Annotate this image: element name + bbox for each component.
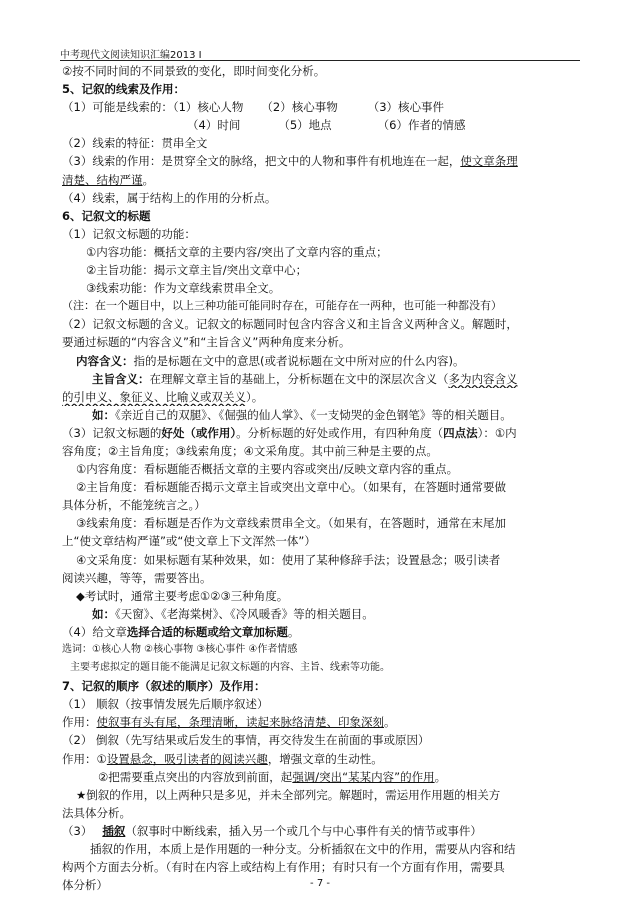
text-line: （1）记叙文标题的功能： — [62, 226, 196, 241]
text-line: 构两个方面去分析。（有时在内容上或结构上有作用；有时只有一个方面有作用，需要具 — [62, 860, 505, 875]
text-line: ★倒叙的作用，以上两种只是多见，并未全部列完。解题时，需运用作用题的相关方 — [76, 787, 501, 802]
header-rule — [60, 60, 580, 61]
text-line: ②按不同时间的不同景致的变化，即时间变化分析。 — [62, 64, 326, 78]
text-line: ①内容功能：概括文章的主要内容/突出了文章内容的重点； — [86, 244, 388, 259]
text-line: 如：《天窗》、《老海棠树》、《冷风暖香》等的相关题目。 — [92, 606, 374, 621]
text-line: ②主旨角度：看标题能否揭示文章主旨或突出文章中心。（如果有，在答题时通常要做 — [76, 480, 507, 495]
text-line: ③线索功能：作为文章线索贯串全文。 — [86, 281, 281, 296]
text-line: ①内容角度：看标题能否概括文章的主要内容或突出/反映文章内容的重点。 — [76, 462, 459, 477]
section-heading: 5、记叙的线索及作用： — [62, 82, 186, 97]
text-line: 清楚、结构严谨。 — [62, 172, 154, 187]
text-line: 法具体分析。 — [62, 805, 131, 820]
text-line: （1） 顺叙（按事情发展先后顺序叙述） — [62, 697, 269, 712]
text-line: 主要考虑拟定的题目能不能满足记叙文标题的内容、主旨、线索等功能。 — [70, 662, 390, 674]
text-line: （2）线索的特征：贯串全文 — [62, 136, 208, 151]
text-line: 作用：①设置悬念，吸引读者的阅读兴趣，增强文章的生动性。 — [62, 751, 383, 766]
text-line: 上“使文章结构严谨”或“使文章上下文浑然一体”） — [62, 534, 316, 549]
text-line: ③线索角度：看标题是否作为文章线索贯串全文。（如果有，在答题时，通常在末尾加 — [76, 516, 507, 531]
text-line: 插叙的作用，本质上是作用题的一种分支。分析插叙在文中的作用，需要从内容和结 — [90, 842, 516, 857]
text-line: ②把需要重点突出的内容放到前面，起强调/突出“某某内容”的作用。 — [98, 769, 447, 784]
text-line: 具体分析，不能笼统言之。） — [62, 498, 206, 513]
text-line: 主旨含义：在理解文章主旨的基础上，分析标题在文中的深层次含义（多为内容含义 — [92, 371, 518, 386]
text-line: 阅读兴趣，等等，需要答出。 — [62, 570, 212, 585]
text-line: （1）可能是线索的：（1）核心人物 （2）核心事物 （3）核心事件 — [62, 100, 445, 115]
text-line: （4）时间 （5）地点 （6）作者的情感 — [187, 118, 466, 133]
text-line: 内容含义：指的是标题在文中的意思(或者说标题在文中所对应的什么内容)。 — [76, 353, 465, 368]
page-number: - 7 - — [310, 878, 330, 889]
text-line: （3） 插叙（叙事时中断线索，插入另一个或几个与中心事件有关的情节或事件） — [62, 823, 482, 838]
text-line: （3）线索的作用：是贯穿全文的脉络，把文中的人物和事件有机地连在一起，使文章条理 — [62, 154, 518, 169]
text-line: （3）记叙文标题的好处（或作用）。分析标题的好处或作用，有四种角度（四点法）：①内 — [62, 425, 517, 440]
text-line: （4）给文章选择合适的标题或给文章加标题。 — [62, 624, 300, 639]
text-line: 作用：使叙事有头有尾，条理清晰，读起来脉络清楚、印象深刻。 — [62, 715, 396, 730]
text-line: ②主旨功能：揭示文章主旨/突出文章中心； — [86, 263, 308, 278]
text-line: 的引申义、象征义、比喻义或双关义）。 — [62, 389, 264, 404]
text-line: （2） 倒叙（先写结果或后发生的事情，再交待发生在前面的事或原因） — [62, 733, 430, 748]
text-line: （4）线索，属于结构上的作用的分析点。 — [62, 190, 277, 205]
text-line: 选词：①核心人物 ②核心事物 ③核心事件 ④作者情感 — [62, 644, 298, 655]
text-line: （2）记叙文标题的含义。记叙文的标题同时包含内容含义和主旨含义两种含义。解题时， — [62, 317, 518, 332]
section-heading: 7、记叙的顺序（叙述的顺序）及作用： — [62, 679, 266, 694]
section-heading: 6、记叙文的标题 — [62, 208, 151, 223]
text-line: ④文采角度：如果标题有某种效果，如：使用了某种修辞手法；设置悬念；吸引读者 — [76, 552, 501, 567]
text-line: 如：《亲近自己的双腿》、《倔强的仙人掌》、《一支恸哭的金色钢笔》等的相关题目。 — [92, 407, 512, 422]
page-header: 中考现代文阅读知识汇编2013 I — [60, 50, 202, 61]
text-line: ◆考试时，通常主要考虑①②③三种角度。 — [76, 588, 289, 603]
document-body — [62, 62, 578, 894]
text-line: 体分析） — [62, 878, 108, 893]
text-line: 容角度；②主旨角度；③线索角度；④文采角度。其中前三种是主要的点。 — [62, 443, 438, 458]
text-line: （注：在一个题目中，以上三种功能可能同时存在，可能存在一两种，也可能一种都没有） — [62, 299, 502, 313]
text-line: 要通过标题的“内容含义”和“主旨含义”两种角度来分析。 — [62, 335, 351, 350]
